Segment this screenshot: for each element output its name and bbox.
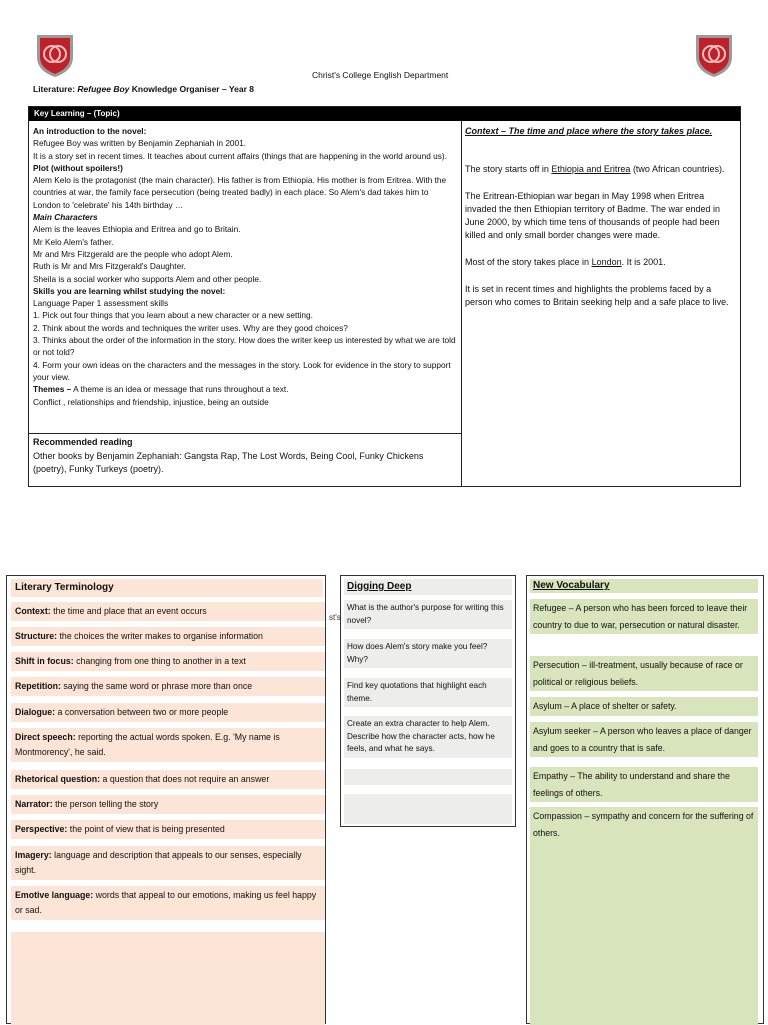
plot-heading: Plot (without spoilers!) (33, 162, 123, 173)
term-definition: a question that does not require an answer (100, 774, 270, 784)
skills-subheading: Language Paper 1 assessment skills (33, 298, 169, 309)
context-paragraph: The Eritrean-Ethiopian war began in May 1998 when Eritrea invaded the then Ethiopian territory of Badme. The war ended in June 2000, by which time tens of thousands of people had been killed and only small border changes were made. (465, 191, 720, 240)
blank-question-item (344, 769, 512, 785)
term-name: Imagery: (15, 850, 52, 860)
question-item: What is the author's purpose for writing this novel? (344, 600, 512, 629)
term-name: Repetition: (15, 681, 61, 691)
term-item (11, 728, 325, 762)
school-crest-left-icon (35, 33, 75, 79)
intro-line: It is a story set in recent times. It teaches about current affairs (things that are happening in the world around us). (33, 150, 447, 161)
term-name: Dialogue: (15, 707, 56, 717)
recommended-heading: Recommended reading (33, 437, 133, 447)
character-line: Mr Kelo Alem's father. (33, 236, 114, 247)
title-prefix: Literature: (33, 84, 76, 94)
key-learning-bar: Key Learning – (Topic) (29, 107, 740, 121)
context-heading: Context – The time and place where the story takes place. (465, 126, 713, 136)
school-crest-right-icon (694, 33, 734, 79)
themes-line (33, 383, 457, 395)
term-item (11, 677, 325, 696)
term-definition: language and description that appeals to our senses, especially sight. (15, 850, 302, 875)
term-definition: the time and place that an event occurs (50, 606, 207, 616)
new-vocabulary-panel (526, 575, 764, 1024)
context-paragraph (465, 256, 737, 269)
term-item (11, 770, 325, 789)
skill-line: 3. Thinks about the order of the information in the story. How does the writer keep us interested by what we are told or not told? (33, 335, 456, 358)
context-text: . It is 2001. (621, 257, 666, 267)
literary-terminology-panel (6, 575, 326, 1024)
context-place-ethiopia-eritrea: Ethiopia and Eritrea (551, 164, 631, 174)
context-place-london: London (591, 257, 622, 267)
key-learning-panel (28, 106, 741, 487)
term-name: Emotive language: (15, 890, 94, 900)
intro-section (33, 125, 457, 408)
context-text: The story starts off in (465, 164, 552, 174)
title-book: Refugee Boy (77, 84, 130, 94)
character-line: Sheila is a social worker who supports Alem and other people. (33, 273, 262, 284)
vocabulary-item: Empathy – The ability to understand and share the feelings of others. (530, 767, 758, 802)
vocabulary-item: Persecution – ill-treatment, usually because of race or political or religious beliefs. (530, 656, 758, 691)
vocabulary-item: Refugee – A person who has been forced to leave their country to due to war, persecution or natural disaster. (530, 599, 758, 634)
term-item (11, 602, 325, 621)
themes-list: Conflict , relationships and friendship, injustice, being an outside (33, 396, 269, 407)
term-definition: the person telling the story (52, 799, 159, 809)
term-name: Narrator: (15, 799, 53, 809)
intro-heading: An introduction to the novel: (33, 126, 147, 136)
themes-heading: Themes – (33, 384, 72, 395)
term-item (11, 627, 325, 646)
term-definition: the choices the writer makes to organise information (57, 631, 263, 641)
term-name: Direct speech: (15, 732, 76, 742)
vocabulary-item: Compassion – sympathy and concern for the suffering of others. (530, 807, 758, 1025)
term-definition: a conversation between two or more people (55, 707, 229, 717)
term-definition: saying the same word or phrase more than once (60, 681, 253, 691)
blank-term-area (11, 932, 325, 1025)
term-item (11, 795, 325, 814)
term-name: Perspective: (15, 824, 68, 834)
recommended-reading-section (29, 433, 461, 487)
question-item: How does Alem's story make you feel? Why? (344, 639, 512, 668)
term-definition: words that appeal to our emotions, making us feel happy or sad. (15, 890, 317, 915)
term-item (11, 846, 325, 880)
intro-line: Refugee Boy was written by Benjamin Zephaniah in 2001. (33, 138, 247, 149)
term-name: Context: (15, 606, 51, 616)
term-definition: changing from one thing to another in a text (73, 656, 246, 666)
term-item (11, 652, 325, 671)
context-paragraph: It is set in recent times and highlights the problems faced by a person who comes to Britain seeking help and a safe place to live. (465, 284, 729, 307)
character-line: Mr and Mrs Fitzgerald are the people who adopt Alem. (33, 248, 233, 259)
vocabulary-item: Asylum – A place of shelter or safety. (530, 697, 758, 716)
term-item (11, 820, 325, 839)
term-name: Rhetorical question: (15, 774, 101, 784)
context-text: Most of the story takes place in (465, 257, 592, 267)
blank-question-item (344, 794, 512, 824)
digging-deep-heading: Digging Deep (344, 579, 512, 595)
new-vocabulary-heading: New Vocabulary (530, 579, 758, 593)
themes-definition: A theme is an idea or message that runs throughout a text. (71, 384, 289, 395)
skill-line: 1. Pick out four things that you learn about a new character or a new setting. (33, 310, 313, 321)
title-suffix: Knowledge Organiser – Year 8 (131, 84, 254, 94)
question-item: Find key quotations that highlight each theme. (344, 678, 512, 707)
digging-deep-panel (340, 575, 516, 827)
skill-line: 4. Form your own ideas on the characters and the messages in the story. Look for evidence in the story to support your view. (33, 359, 451, 382)
stray-text: st's (329, 613, 341, 622)
plot-text: Alem Kelo is the protagonist (the main character). His father is from Ethiopia. His mother is from Eritrea. With the countries at war, the family face persecution (being treated badly) in each place. So Alem's dad takes him to London to 'celebrate' his 14th birthday … (33, 175, 447, 210)
character-line: Ruth is Mr and Mrs Fitzgerald's Daughter. (33, 261, 186, 272)
context-paragraph (465, 163, 737, 176)
page-title (33, 84, 254, 94)
character-line: Alem is the leaves Ethiopia and Eritrea and go to Britain. (33, 224, 241, 235)
term-item (11, 886, 325, 920)
key-learning-left-column (29, 121, 462, 486)
skill-line: 2. Think about the words and techniques the writer uses. Why are they good choices? (33, 322, 348, 333)
recommended-text: Other books by Benjamin Zephaniah: Gangsta Rap, The Lost Words, Being Cool, Funky Chickens (poetry), Funky Turkeys (poetry). (33, 451, 424, 474)
context-column (465, 125, 737, 309)
term-item (11, 703, 325, 722)
term-name: Shift in focus: (15, 656, 74, 666)
literary-terminology-heading: Literary Terminology (11, 579, 323, 597)
context-text: (two African countries). (630, 164, 725, 174)
term-definition: the point of view that is being presented (67, 824, 225, 834)
characters-heading: Main Characters (33, 212, 98, 223)
vocabulary-item: Asylum seeker – A person who leaves a place of danger and goes to a country that is safe. (530, 722, 758, 757)
skills-heading: Skills you are learning whilst studying the novel: (33, 285, 226, 296)
term-name: Structure: (15, 631, 58, 641)
question-item: Create an extra character to help Alem. Describe how the character acts, how he feels, and what he says. (344, 716, 512, 758)
term-definition: reporting the actual words spoken. E.g. 'My name is Montmorency', he said. (15, 732, 280, 757)
department-name: Christ's College English Department (312, 70, 449, 80)
